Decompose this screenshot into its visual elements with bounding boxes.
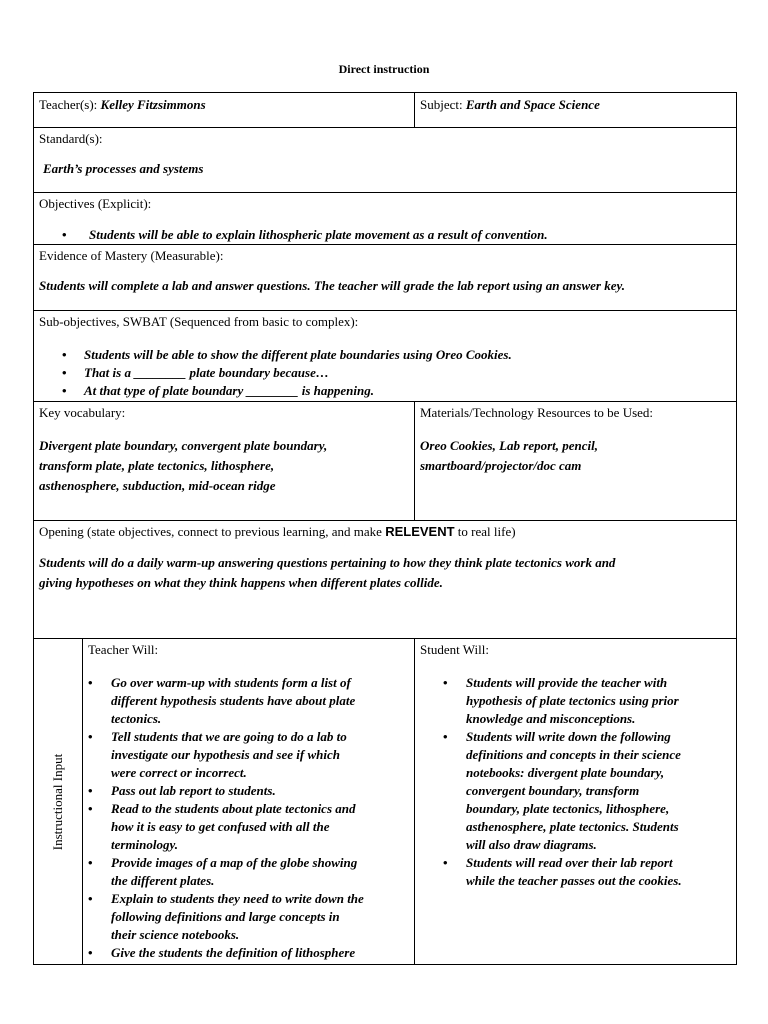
vocabulary-line: Divergent plate boundary, convergent plate boundary,	[39, 438, 328, 453]
vocabulary-label: Key vocabulary:	[39, 405, 126, 420]
opening-label-text-end: to real life)	[457, 524, 516, 539]
list-item-line: tectonics.	[111, 711, 162, 726]
sub-objective-item	[34, 382, 728, 400]
sub-objectives-row	[34, 311, 737, 402]
list-item-line: the different plates.	[111, 873, 215, 888]
list-item-line: knowledge and misconceptions.	[466, 711, 636, 726]
standards-cell	[34, 128, 737, 193]
list-item	[83, 854, 406, 890]
teacher-cell	[34, 93, 415, 128]
objective-text: Students will be able to explain lithospheric plate movement as a result of convention.	[89, 227, 548, 242]
objective-item	[34, 226, 728, 244]
instructional-input-row	[34, 639, 737, 965]
evidence-cell	[34, 245, 737, 311]
list-item-line: Students will provide the teacher with	[466, 675, 668, 690]
bullet: •	[88, 783, 93, 798]
instructional-input-label: Instructional Input	[50, 753, 65, 850]
standards-row	[34, 128, 737, 193]
list-item-line: hypothesis of plate tectonics using prior	[466, 693, 679, 708]
bullet: •	[443, 729, 448, 744]
vocabulary-text	[34, 422, 414, 496]
bullet: •	[443, 675, 448, 690]
list-item-line: terminology.	[111, 837, 179, 852]
subject-label: Subject:	[420, 97, 463, 112]
teacher-name: Kelley Fitzsimmons	[100, 97, 206, 112]
list-item	[415, 854, 728, 890]
vocabulary-line: asthenosphere, subduction, mid-ocean ridge	[39, 478, 276, 493]
bullet: •	[62, 347, 67, 362]
sub-objectives-label: Sub-objectives, SWBAT (Sequenced from basic to complex):	[39, 314, 359, 329]
list-item-line: following definitions and large concepts in	[111, 909, 340, 924]
bullet: •	[62, 383, 67, 398]
list-item-line: Students will read over their lab report	[466, 855, 673, 870]
materials-line: Oreo Cookies, Lab report, pencil,	[420, 438, 599, 453]
objectives-row	[34, 193, 737, 245]
standards-label: Standard(s):	[39, 131, 103, 146]
sub-objectives-cell	[34, 311, 737, 402]
bullet: •	[88, 675, 93, 690]
sub-objective-text: At that type of plate boundary ________ is happening.	[84, 383, 374, 398]
list-item-line: definitions and concepts in their science	[466, 747, 681, 762]
teacher-will-list	[83, 674, 414, 962]
bullet: •	[88, 729, 93, 744]
list-item	[83, 890, 406, 944]
document-title: Direct instruction	[338, 62, 430, 76]
list-item	[415, 728, 728, 854]
list-item-line: Pass out lab report to students.	[111, 783, 276, 798]
subject-cell	[415, 93, 737, 128]
vocabulary-line: transform plate, plate tectonics, lithosphere,	[39, 458, 275, 473]
student-will-cell	[415, 639, 737, 965]
list-item-line: investigate our hypothesis and see if which	[111, 747, 340, 762]
opening-line: Students will do a daily warm-up answering questions pertaining to how they think plate tectonics work and	[39, 555, 616, 570]
evidence-label: Evidence of Mastery (Measurable):	[39, 248, 224, 263]
student-will-list	[415, 674, 736, 890]
teacher-will-cell	[83, 639, 415, 965]
materials-cell	[415, 402, 737, 521]
standards-value: Earth’s processes and systems	[43, 161, 204, 176]
list-item-line: Tell students that we are going to do a lab to	[111, 729, 347, 744]
evidence-value: Students will complete a lab and answer questions. The teacher will grade the lab report using an answer key.	[39, 278, 626, 293]
bullet: •	[443, 855, 448, 870]
student-will-label: Student Will:	[420, 642, 489, 657]
teacher-label: Teacher(s):	[39, 97, 98, 112]
sub-objectives-list	[34, 346, 736, 400]
materials-text	[415, 422, 736, 476]
bullet: •	[88, 855, 93, 870]
objectives-list	[34, 226, 736, 244]
list-item-line: were correct or incorrect.	[111, 765, 247, 780]
list-item-line: different hypothesis students have about plate	[111, 693, 356, 708]
instructional-input-label-cell	[34, 639, 83, 965]
list-item-line: notebooks: divergent plate boundary,	[466, 765, 665, 780]
list-item-line: how it is easy to get confused with all the	[111, 819, 330, 834]
list-item	[83, 674, 406, 728]
bullet: •	[62, 227, 67, 242]
vocabulary-materials-row	[34, 402, 737, 521]
list-item	[83, 728, 406, 782]
list-item-line: their science notebooks.	[111, 927, 240, 942]
list-item	[83, 800, 406, 854]
bullet: •	[88, 945, 93, 960]
sub-objective-text: Students will be able to show the different plate boundaries using Oreo Cookies.	[84, 347, 512, 362]
list-item-line: Give the students the definition of lithosphere	[111, 945, 356, 960]
list-item-line: while the teacher passes out the cookies.	[466, 873, 682, 888]
sub-objective-item	[34, 364, 728, 382]
opening-label	[34, 521, 736, 541]
opening-row	[34, 521, 737, 639]
opening-label-emphasis: RELEVENT	[385, 524, 455, 539]
list-item-line: will also draw diagrams.	[466, 837, 597, 852]
bullet: •	[62, 365, 67, 380]
list-item	[415, 674, 728, 728]
opening-label-text: Opening (state objectives, connect to previous learning, and make	[39, 524, 382, 539]
list-item	[83, 782, 406, 800]
bullet: •	[88, 891, 93, 906]
bullet: •	[88, 801, 93, 816]
opening-line: giving hypotheses on what they think happens when different plates collide.	[39, 575, 443, 590]
vocabulary-cell	[34, 402, 415, 521]
objectives-label: Objectives (Explicit):	[39, 196, 152, 211]
list-item-line: Go over warm-up with students form a list of	[111, 675, 351, 690]
subject-value: Earth and Space Science	[465, 97, 600, 112]
sub-objective-item	[34, 346, 728, 364]
materials-line: smartboard/projector/doc cam	[420, 458, 582, 473]
evidence-row	[34, 245, 737, 311]
list-item	[83, 944, 406, 962]
list-item-line: convergent boundary, transform	[466, 783, 640, 798]
opening-text	[34, 541, 736, 593]
list-item-line: boundary, plate tectonics, lithosphere,	[466, 801, 670, 816]
materials-label: Materials/Technology Resources to be Used:	[420, 405, 654, 420]
list-item-line: Students will write down the following	[466, 729, 671, 744]
list-item-line: asthenosphere, plate tectonics. Students	[466, 819, 679, 834]
lesson-plan-table	[33, 92, 737, 965]
objectives-cell	[34, 193, 737, 245]
list-item-line: Provide images of a map of the globe showing	[111, 855, 358, 870]
list-item-line: Explain to students they need to write down the	[111, 891, 364, 906]
list-item-line: Read to the students about plate tectonics and	[111, 801, 356, 816]
teacher-will-label: Teacher Will:	[88, 642, 159, 657]
opening-cell	[34, 521, 737, 639]
teacher-subject-row	[34, 93, 737, 128]
sub-objective-text: That is a ________ plate boundary because…	[84, 365, 329, 380]
